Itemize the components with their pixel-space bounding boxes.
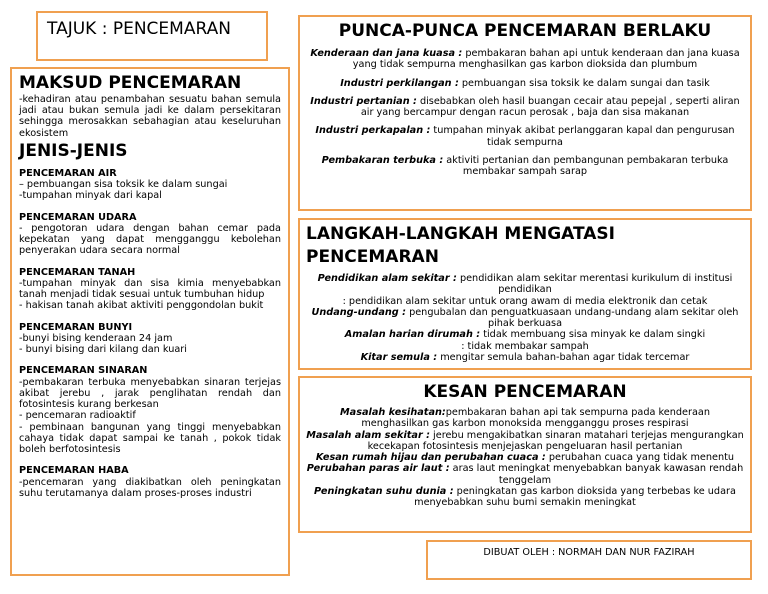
cause-item: Kenderaan dan jana kuasa : pembakaran bahan api untuk kenderaan dan jana kuasa yang tidak sempurna menghasilkan gas karbon dioksida dan plumbum bbox=[310, 48, 740, 71]
effects-panel bbox=[298, 376, 752, 533]
type-air bbox=[19, 168, 281, 202]
credit-box bbox=[426, 540, 752, 580]
type-haba bbox=[19, 465, 281, 499]
type-text: -tumpahan minyak dan sisa kimia menyebabkan tanah menjadi tidak sesuai untuk tumbuhan hidup bbox=[19, 278, 281, 301]
solution-sub: : pendidikan alam sekitar untuk orang awam di media elektronik dan cetak bbox=[342, 295, 708, 307]
type-title: PENCEMARAN AIR bbox=[19, 167, 117, 179]
type-line: - bunyi bising dari kilang dan kuari bbox=[19, 344, 187, 356]
type-tanah bbox=[19, 267, 281, 312]
effect-item: Masalah kesihatan:pembakaran bahan api tak sempurna pada kenderaan menghasilkan gas karbon monoksida mengganggu proses respirasi bbox=[340, 407, 710, 430]
type-title: PENCEMARAN BUNYI bbox=[19, 321, 133, 333]
credit-text: DIBUAT OLEH : NORMAH DAN NUR FAZIRAH bbox=[483, 547, 695, 558]
type-text: - pembinaan bangunan yang tinggi menyebabkan cahaya tidak dapat sampai ke tanah , pokok tidak boleh berfotosintesis bbox=[19, 421, 281, 456]
punca-heading: PUNCA-PUNCA PENCEMARAN BERLAKU bbox=[338, 21, 712, 41]
kesan-heading: KESAN PENCEMARAN bbox=[423, 382, 627, 402]
type-text: -pencemaran yang diakibatkan oleh peningkatan suhu terutamanya dalam proses-proses industri bbox=[19, 476, 281, 499]
page-title: TAJUK : PENCEMARAN bbox=[47, 19, 231, 39]
maksud-text: -kehadiran atau penambahan sesuatu bahan semula jadi atau bukan semula jadi ke dalam persekitaran sehingga merosakkan sebahagian atau keseluruhan ekosistem bbox=[19, 94, 281, 139]
langkah-heading-line1: LANGKAH-LANGKAH MENGATASI bbox=[306, 224, 615, 244]
cause-item: Industri perkapalan : tumpahan minyak akibat perlanggaran kapal dan pengurusan tidak sempurna bbox=[315, 125, 735, 148]
cause-item: Industri pertanian : disebabkan oleh hasil buangan cecair atau pepejal , seperti aliran air yang bercampur dengan racun perosak , baja dan sisa makanan bbox=[310, 95, 740, 119]
type-title: PENCEMARAN UDARA bbox=[19, 211, 137, 223]
langkah-heading-line2: PENCEMARAN bbox=[306, 247, 439, 267]
type-text: -pembakaran terbuka menyebabkan sinaran terjejas akibat jerebu , jarak penglihatan rendah dan fotosintesis kurang berkesan bbox=[19, 376, 281, 411]
effect-item: Kesan rumah hijau dan perubahan cuaca : perubahan cuaca yang tidak menentu bbox=[315, 452, 735, 464]
title-box bbox=[36, 11, 268, 61]
solution-item: Kitar semula : mengitar semula bahan-bahan agar tidak tercemar bbox=[360, 352, 690, 364]
cause-item: Pembakaran terbuka : aktiviti pertanian dan pembangunan pembakaran terbuka membakar sampah sarap bbox=[321, 155, 729, 178]
type-title: PENCEMARAN HABA bbox=[19, 465, 129, 477]
effect-item: Masalah alam sekitar : jerebu mengakibatkan sinaran matahari terjejas mengurangkan kecekapan fotosintesis menjejaskan pengeluaran hasil pertanian bbox=[306, 429, 744, 452]
type-title: PENCEMARAN TANAH bbox=[19, 266, 136, 278]
solutions-panel bbox=[298, 218, 752, 370]
type-line: -bunyi bising kenderaan 24 jam bbox=[19, 333, 173, 345]
type-text: - pengotoran udara dengan bahan cemar pada kepekatan yang dapat mengganggu kebolehan penyerakan udara secara normal bbox=[19, 223, 281, 257]
jenis-heading: JENIS-JENIS bbox=[19, 140, 128, 161]
causes-panel bbox=[298, 15, 752, 211]
maksud-heading: MAKSUD PENCEMARAN bbox=[19, 73, 242, 93]
effect-item: Peningkatan suhu dunia : peningkatan gas karbon dioksida yang terbebas ke udara menyebabkan suhu bumi semakin meningkat bbox=[314, 486, 736, 509]
type-bunyi bbox=[19, 322, 281, 356]
cause-item: Industri perkilangan : pembuangan sisa toksik ke dalam sungai dan tasik bbox=[340, 77, 710, 89]
definition-and-types-panel bbox=[10, 67, 290, 576]
type-line: -tumpahan minyak dari kapal bbox=[19, 190, 162, 202]
solution-sub: : tidak membakar sampah bbox=[461, 340, 589, 352]
solution-item: Amalan harian dirumah : tidak membuang sisa minyak ke dalam singki bbox=[344, 329, 706, 341]
type-sinaran bbox=[19, 365, 281, 455]
effect-item: Perubahan paras air laut : aras laut meningkat menyebabkan banyak kawasan rendah tenggelam bbox=[306, 463, 744, 486]
type-udara bbox=[19, 212, 281, 257]
type-line: - hakisan tanah akibat aktiviti penggondolan bukit bbox=[19, 300, 264, 312]
type-line: – pembuangan sisa toksik ke dalam sungai bbox=[19, 179, 228, 191]
solution-item: Undang-undang : pengubalan dan penguatkuasaan undang-undang alam sekitar oleh pihak berkuasa bbox=[311, 306, 739, 330]
type-line: - pencemaran radioaktif bbox=[19, 410, 136, 422]
type-title: PENCEMARAN SINARAN bbox=[19, 365, 148, 377]
solution-item: Pendidikan alam sekitar : pendidikan alam sekitar merentasi kurikulum di institusi pendidikan bbox=[317, 273, 733, 296]
